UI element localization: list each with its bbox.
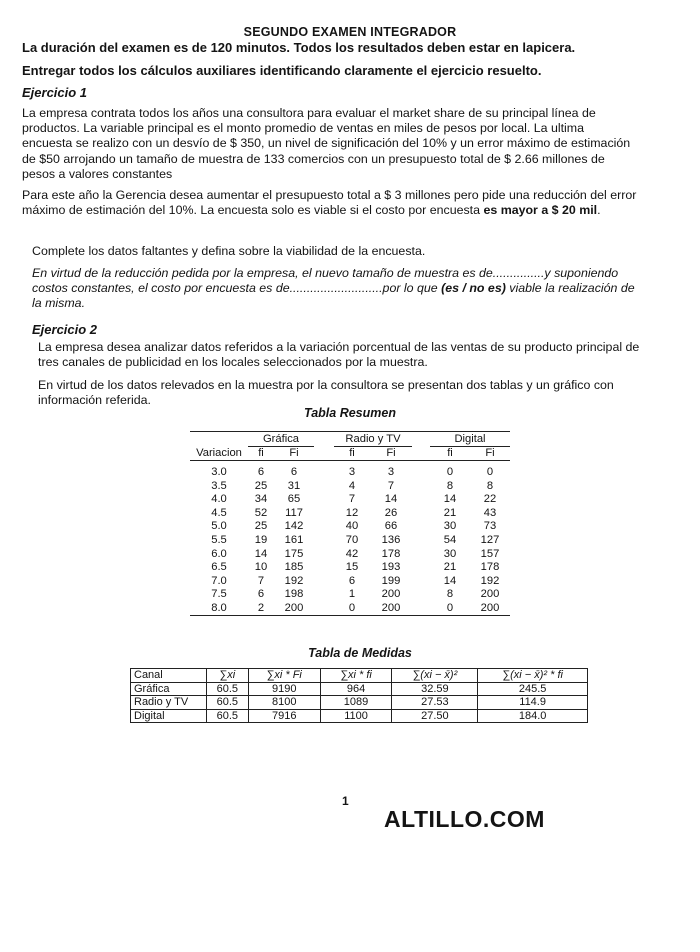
cell: 964 [320, 682, 392, 696]
cell: 3 [387, 465, 395, 478]
table-header-row [131, 669, 588, 683]
cell: 4 [348, 479, 356, 492]
table-row [190, 479, 510, 493]
table-row [190, 547, 510, 561]
ejercicio1-paragraph2 [22, 188, 642, 218]
cell: 5.0 [211, 520, 227, 533]
variacion-header: Variacion [190, 446, 248, 461]
cell: 161 [284, 533, 304, 546]
Fi-header: Fi [470, 446, 510, 461]
cell: 14 [443, 574, 457, 587]
cell: 32.59 [392, 682, 478, 696]
cell: 200 [381, 588, 401, 601]
cell: 178 [381, 547, 401, 560]
cell: 21 [443, 561, 457, 574]
table-row [190, 601, 510, 615]
cell: 136 [381, 533, 401, 546]
cell: 6 [257, 588, 265, 601]
fi-header: fi [430, 446, 470, 461]
cell: 3.5 [211, 479, 227, 492]
group-digital: Digital [430, 432, 510, 447]
header-sum-sq-dev: ∑(xi − x̄)² [392, 669, 478, 683]
cell: 3.0 [211, 465, 227, 478]
cell: 3 [348, 465, 356, 478]
cell: 7 [348, 493, 356, 506]
cell: 9190 [248, 682, 320, 696]
table-row [190, 492, 510, 506]
cell: 117 [285, 506, 303, 519]
ejercicio1-paragraph1: La empresa contrata todos los años una consultora para evaluar el market share de su principal línea de productos. La variable principal es el monto promedio de ventas en miles de pesos por local. La ultima encuesta se realizo con un desvío de $ 350, un nivel de significación del 10% y un error máximo de estimación de $50 arrojando un tamaño de muestra de 133 comercios con un presupuesto total de $ 2.66 millones de pesos a valores constantes [22, 106, 631, 181]
cell: Digital [131, 709, 207, 723]
cell: 65 [287, 493, 301, 506]
page-number: 1 [342, 794, 349, 808]
altillo-logo: ALTILLO.COM [384, 806, 545, 832]
table-row [190, 560, 510, 574]
cell: 14 [443, 493, 457, 506]
tabla-resumen [190, 431, 510, 618]
cell: 1089 [320, 696, 392, 710]
cell: 6 [290, 465, 298, 478]
cell: 7916 [248, 709, 320, 723]
cell: 70 [345, 533, 359, 546]
table-row [131, 709, 588, 723]
cell: 4.5 [211, 506, 227, 519]
cell: 198 [284, 588, 304, 601]
cell: 4.0 [211, 493, 227, 506]
header-sum-xi: ∑xi [206, 669, 248, 683]
table-row [131, 682, 588, 696]
cell: 0 [446, 465, 454, 478]
ejercicio1-p2-bold: es mayor a $ 20 mil [483, 203, 598, 218]
cell: 200 [480, 601, 500, 614]
table-row [190, 533, 510, 547]
cell: 7 [387, 479, 395, 492]
cell: 142 [284, 520, 304, 533]
cell: 114.9 [478, 696, 588, 710]
ejercicio1-paragraph3: Complete los datos faltantes y defina sobre la viabilidad de la encuesta. [32, 244, 426, 258]
cell: 0 [486, 465, 494, 478]
ejercicio1-paragraph4 [32, 266, 644, 312]
cell: 127 [480, 533, 500, 546]
table-row [190, 588, 510, 602]
header-canal: Canal [131, 669, 207, 683]
cell: 14 [254, 547, 268, 560]
cell: 8 [446, 479, 454, 492]
cell: 21 [443, 506, 457, 519]
cell: 8 [446, 588, 454, 601]
cell: 2 [257, 601, 265, 614]
fi-header: fi [248, 446, 274, 461]
cell: 184.0 [478, 709, 588, 723]
table-row [190, 520, 510, 534]
header-sum-xi-Fi: ∑xi * Fi [248, 669, 320, 683]
cell: 52 [254, 506, 268, 519]
Fi-header: Fi [274, 446, 314, 461]
header-sum-sq-dev-fi: ∑(xi − x̄)² * fi [478, 669, 588, 683]
cell: 178 [480, 561, 500, 574]
table-row [131, 696, 588, 710]
table-row [190, 574, 510, 588]
cell: 25 [254, 479, 268, 492]
cell: 26 [384, 506, 398, 519]
table-row [190, 506, 510, 520]
instruction-duration: La duración del examen es de 120 minutos. Todos los resultados deben estar en lapicera. [22, 40, 576, 55]
cell: 34 [254, 493, 268, 506]
ejercicio2-heading: Ejercicio 2 [32, 322, 98, 337]
cell: 1100 [320, 709, 392, 723]
cell: 10 [254, 561, 268, 574]
cell: Radio y TV [131, 696, 207, 710]
ejercicio1-p2-end: . [597, 203, 601, 218]
cell: 175 [284, 547, 304, 560]
cell: 245.5 [478, 682, 588, 696]
cell: 60.5 [206, 696, 248, 710]
cell: 40 [345, 520, 359, 533]
cell: 6 [257, 465, 265, 478]
cell: Gráfica [131, 682, 207, 696]
cell: 6.0 [211, 547, 227, 560]
cell: 42 [345, 547, 359, 560]
tabla-medidas [130, 668, 588, 723]
cell: 7 [257, 574, 265, 587]
cell: 7.5 [211, 588, 227, 601]
cell: 200 [284, 601, 304, 614]
cell: 30 [443, 520, 457, 533]
cell: 6 [348, 574, 356, 587]
fi-header: fi [334, 446, 370, 461]
cell: 192 [480, 574, 500, 587]
cell: 8100 [248, 696, 320, 710]
cell: 54 [443, 533, 457, 546]
cell: 6.5 [211, 561, 227, 574]
cell: 8.0 [211, 601, 227, 614]
cell: 199 [381, 574, 401, 587]
cell: 19 [254, 533, 268, 546]
cell: 0 [446, 601, 454, 614]
cell: 192 [284, 574, 304, 587]
cell: 7.0 [211, 574, 227, 587]
cell: 200 [480, 588, 500, 601]
table-row [190, 465, 510, 479]
tabla-resumen-caption: Tabla Resumen [304, 406, 396, 420]
ejercicio2-paragraph1: La empresa desea analizar datos referidos a la variación porcentual de las ventas de su producto principal de tres canales de publicidad en los locales seleccionados por la muestra. [38, 340, 640, 370]
cell: 193 [381, 561, 401, 574]
cell: 66 [384, 520, 398, 533]
cell: 60.5 [206, 709, 248, 723]
group-grafica: Gráfica [248, 432, 314, 447]
cell: 0 [348, 601, 356, 614]
ejercicio1-heading: Ejercicio 1 [22, 85, 88, 100]
cell: 60.5 [206, 682, 248, 696]
tabla-medidas-caption: Tabla de Medidas [308, 646, 412, 660]
cell: 14 [384, 493, 398, 506]
cell: 8 [486, 479, 494, 492]
cell: 185 [284, 561, 304, 574]
cell: 15 [345, 561, 359, 574]
cell: 200 [381, 601, 401, 614]
header-sum-xi-fi: ∑xi * fi [320, 669, 392, 683]
cell: 27.53 [392, 696, 478, 710]
Fi-header: Fi [370, 446, 412, 461]
cell: 73 [483, 520, 497, 533]
cell: 31 [287, 479, 301, 492]
cell: 27.50 [392, 709, 478, 723]
cell: 43 [483, 506, 497, 519]
instruction-calculations: Entregar todos los cálculos auxiliares identificando claramente el ejercicio resuelto. [22, 63, 542, 78]
cell: 22 [483, 493, 497, 506]
group-radio-tv: Radio y TV [334, 432, 412, 447]
ejercicio1-p4-a: En virtud de la reducción pedida por la empresa, el nuevo tamaño de muestra es de...............y suponiendo costos constantes, el costo por encuesta es de...........................por lo que [32, 266, 619, 296]
exam-title: SEGUNDO EXAMEN INTEGRADOR [243, 25, 457, 39]
ejercicio2-paragraph2: En virtud de los datos relevados en la muestra por la consultora se presentan dos tablas y un gráfico con información referida. [38, 378, 614, 408]
ejercicio1-p2-text: Para este año la Gerencia desea aumentar el presupuesto total a $ 3 millones pero pide una reducción del error máximo de estimación del 10%. La encuesta solo es viable si el costo por encuesta [22, 188, 637, 218]
ejercicio1-p4-bold: (es / no es) [441, 281, 506, 296]
cell: 12 [345, 506, 359, 519]
cell: 157 [480, 547, 500, 560]
cell: 30 [443, 547, 457, 560]
cell: 5.5 [211, 533, 227, 546]
ejercicio1-p4-b: viable la realización de la misma. [32, 281, 635, 311]
cell: 1 [348, 588, 356, 601]
cell: 25 [254, 520, 268, 533]
